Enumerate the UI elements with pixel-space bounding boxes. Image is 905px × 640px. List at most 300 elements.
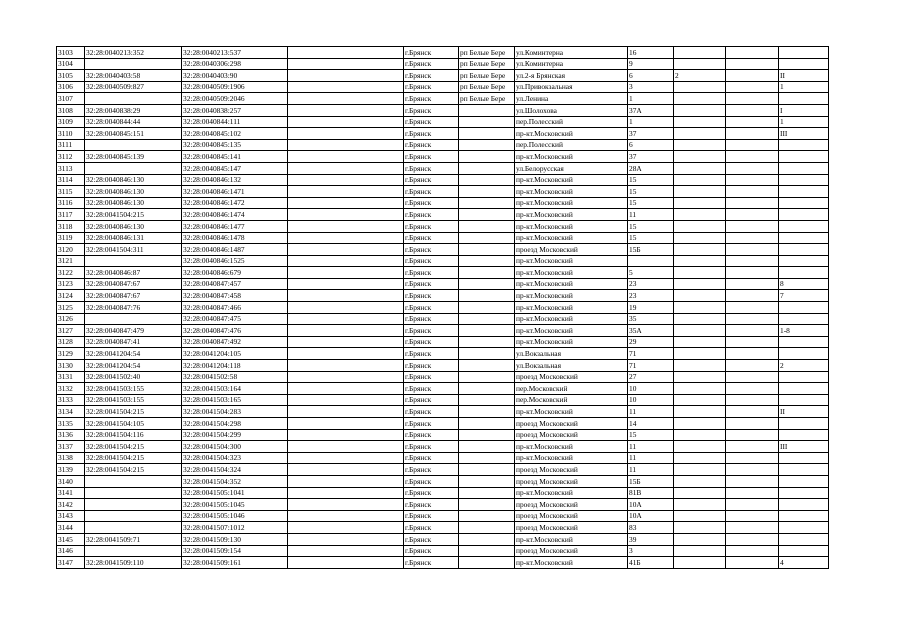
- cell-block: [726, 128, 779, 140]
- table-row: [57, 302, 829, 314]
- cell-building: [674, 371, 726, 383]
- cell-block: [726, 139, 779, 151]
- cell-street: пер.Московский: [515, 394, 628, 406]
- table-row: [57, 383, 829, 395]
- cell-street: пр-кт.Московский: [515, 128, 628, 140]
- cell-settlement: [459, 348, 515, 360]
- cell-row-number: 3143: [57, 510, 85, 522]
- cell-city: г.Брянск: [404, 197, 459, 209]
- cell-settlement: [459, 128, 515, 140]
- cell-city: г.Брянск: [404, 255, 459, 267]
- cell-premises: [779, 394, 829, 406]
- cell-land-cadastral-number: [85, 487, 182, 499]
- cell-street: пр-кт.Московский: [515, 313, 628, 325]
- cell-settlement: [459, 162, 515, 174]
- cell-block: [726, 162, 779, 174]
- cell-street: пр-кт.Московский: [515, 174, 628, 186]
- cell-settlement: [459, 325, 515, 337]
- cell-block: [726, 475, 779, 487]
- cell-premises: II: [779, 70, 829, 82]
- cell-city: г.Брянск: [404, 302, 459, 314]
- cell-settlement: [459, 464, 515, 476]
- cell-street: пр-кт.Московский: [515, 441, 628, 453]
- cell-block: [726, 499, 779, 511]
- cell-blank-column: [288, 394, 404, 406]
- cell-building: [674, 47, 726, 59]
- cell-settlement: [459, 360, 515, 372]
- cell-row-number: 3145: [57, 533, 85, 545]
- table-row: [57, 371, 829, 383]
- cell-blank-column: [288, 93, 404, 105]
- table-row: [57, 510, 829, 522]
- cell-blank-column: [288, 499, 404, 511]
- cell-object-cadastral-number: 32:28:0041204:105: [182, 348, 288, 360]
- cell-blank-column: [288, 116, 404, 128]
- cell-building: [674, 128, 726, 140]
- cell-settlement: [459, 174, 515, 186]
- cell-land-cadastral-number: [85, 58, 182, 70]
- cell-city: г.Брянск: [404, 371, 459, 383]
- cell-row-number: 3141: [57, 487, 85, 499]
- cell-block: [726, 58, 779, 70]
- table-row: [57, 81, 829, 93]
- cell-object-cadastral-number: 32:28:0041504:352: [182, 475, 288, 487]
- cell-block: [726, 186, 779, 198]
- cell-land-cadastral-number: [85, 255, 182, 267]
- cell-building: [674, 499, 726, 511]
- cell-premises: [779, 58, 829, 70]
- cell-premises: 1: [779, 116, 829, 128]
- cell-premises: [779, 475, 829, 487]
- cell-land-cadastral-number: 32:28:0040847:76: [85, 302, 182, 314]
- cell-blank-column: [288, 545, 404, 557]
- cell-blank-column: [288, 557, 404, 569]
- cell-block: [726, 418, 779, 430]
- cell-premises: [779, 464, 829, 476]
- registry-table: [56, 46, 829, 569]
- cell-street: ул.Коминтерна: [515, 58, 628, 70]
- cell-blank-column: [288, 186, 404, 198]
- cell-block: [726, 557, 779, 569]
- cell-settlement: [459, 197, 515, 209]
- cell-city: г.Брянск: [404, 452, 459, 464]
- cell-street: пр-кт.Московский: [515, 325, 628, 337]
- cell-land-cadastral-number: 32:28:0041504:105: [85, 418, 182, 430]
- cell-building: 2: [674, 70, 726, 82]
- cell-row-number: 3131: [57, 371, 85, 383]
- cell-land-cadastral-number: [85, 522, 182, 534]
- table-row: [57, 139, 829, 151]
- cell-row-number: 3120: [57, 244, 85, 256]
- cell-city: г.Брянск: [404, 348, 459, 360]
- cell-block: [726, 81, 779, 93]
- table-row: [57, 290, 829, 302]
- cell-object-cadastral-number: 32:28:0041505:1041: [182, 487, 288, 499]
- cell-block: [726, 209, 779, 221]
- cell-object-cadastral-number: 32:28:0040845:141: [182, 151, 288, 163]
- cell-street: пр-кт.Московский: [515, 255, 628, 267]
- cell-building: [674, 487, 726, 499]
- cell-premises: [779, 313, 829, 325]
- cell-row-number: 3106: [57, 81, 85, 93]
- cell-building: [674, 220, 726, 232]
- cell-building: [674, 244, 726, 256]
- cell-street: пр-кт.Московский: [515, 267, 628, 279]
- cell-house-number: 11: [628, 209, 674, 221]
- cell-land-cadastral-number: [85, 510, 182, 522]
- cell-row-number: 3124: [57, 290, 85, 302]
- table-row: [57, 128, 829, 140]
- cell-block: [726, 348, 779, 360]
- cell-block: [726, 255, 779, 267]
- cell-land-cadastral-number: 32:28:0041504:215: [85, 406, 182, 418]
- cell-block: [726, 406, 779, 418]
- cell-premises: [779, 533, 829, 545]
- table-row: [57, 244, 829, 256]
- cell-city: г.Брянск: [404, 313, 459, 325]
- cell-land-cadastral-number: 32:28:0041504:215: [85, 441, 182, 453]
- cell-street: ул.Коминтерна: [515, 47, 628, 59]
- cell-object-cadastral-number: 32:28:0041503:165: [182, 394, 288, 406]
- cell-house-number: 15: [628, 429, 674, 441]
- cell-premises: [779, 522, 829, 534]
- cell-object-cadastral-number: 32:28:0041509:161: [182, 557, 288, 569]
- cell-city: г.Брянск: [404, 522, 459, 534]
- cell-settlement: [459, 394, 515, 406]
- cell-row-number: 3105: [57, 70, 85, 82]
- cell-block: [726, 151, 779, 163]
- cell-land-cadastral-number: 32:28:0040509:827: [85, 81, 182, 93]
- table-row: [57, 325, 829, 337]
- cell-row-number: 3104: [57, 58, 85, 70]
- cell-building: [674, 58, 726, 70]
- cell-settlement: [459, 429, 515, 441]
- table-row: [57, 232, 829, 244]
- cell-street: пр-кт.Московский: [515, 186, 628, 198]
- cell-city: г.Брянск: [404, 475, 459, 487]
- cell-house-number: 39: [628, 533, 674, 545]
- cell-city: г.Брянск: [404, 81, 459, 93]
- cell-row-number: 3108: [57, 104, 85, 116]
- cell-house-number: 16: [628, 47, 674, 59]
- cell-block: [726, 47, 779, 59]
- cell-row-number: 3133: [57, 394, 85, 406]
- cell-city: г.Брянск: [404, 209, 459, 221]
- cell-blank-column: [288, 487, 404, 499]
- cell-city: г.Брянск: [404, 244, 459, 256]
- table-row: [57, 116, 829, 128]
- cell-street: проезд Московский: [515, 499, 628, 511]
- cell-house-number: 11: [628, 464, 674, 476]
- cell-object-cadastral-number: 32:28:0041504:283: [182, 406, 288, 418]
- cell-land-cadastral-number: 32:28:0040845:139: [85, 151, 182, 163]
- cell-land-cadastral-number: 32:28:0040846:130: [85, 186, 182, 198]
- cell-city: г.Брянск: [404, 545, 459, 557]
- cell-city: г.Брянск: [404, 441, 459, 453]
- cell-premises: [779, 302, 829, 314]
- cell-object-cadastral-number: 32:28:0040509:2046: [182, 93, 288, 105]
- cell-block: [726, 104, 779, 116]
- cell-house-number: 29: [628, 336, 674, 348]
- cell-block: [726, 278, 779, 290]
- cell-land-cadastral-number: 32:28:0040847:479: [85, 325, 182, 337]
- cell-building: [674, 267, 726, 279]
- cell-block: [726, 244, 779, 256]
- cell-building: [674, 116, 726, 128]
- cell-blank-column: [288, 452, 404, 464]
- table-row: [57, 70, 829, 82]
- cell-settlement: [459, 313, 515, 325]
- table-row: [57, 452, 829, 464]
- table-row: [57, 557, 829, 569]
- cell-building: [674, 475, 726, 487]
- cell-premises: [779, 429, 829, 441]
- cell-block: [726, 545, 779, 557]
- cell-city: г.Брянск: [404, 232, 459, 244]
- cell-object-cadastral-number: 32:28:0040846:132: [182, 174, 288, 186]
- cell-land-cadastral-number: 32:28:0041509:71: [85, 533, 182, 545]
- cell-city: г.Брянск: [404, 418, 459, 430]
- cell-row-number: 3126: [57, 313, 85, 325]
- cell-premises: 2: [779, 360, 829, 372]
- cell-street: ул.2-я Брянская: [515, 70, 628, 82]
- table-row: [57, 429, 829, 441]
- cell-settlement: [459, 220, 515, 232]
- cell-house-number: 3: [628, 545, 674, 557]
- cell-blank-column: [288, 418, 404, 430]
- cell-premises: II: [779, 406, 829, 418]
- cell-settlement: [459, 336, 515, 348]
- cell-house-number: 11: [628, 441, 674, 453]
- cell-blank-column: [288, 81, 404, 93]
- cell-street: проезд Московский: [515, 475, 628, 487]
- table-row: [57, 394, 829, 406]
- cell-blank-column: [288, 174, 404, 186]
- cell-land-cadastral-number: [85, 313, 182, 325]
- cell-block: [726, 197, 779, 209]
- cell-object-cadastral-number: 32:28:0040847:475: [182, 313, 288, 325]
- cell-object-cadastral-number: 32:28:0041505:1046: [182, 510, 288, 522]
- cell-land-cadastral-number: 32:28:0040846:130: [85, 197, 182, 209]
- cell-street: проезд Московский: [515, 545, 628, 557]
- cell-blank-column: [288, 162, 404, 174]
- cell-street: пр-кт.Московский: [515, 533, 628, 545]
- cell-premises: [779, 371, 829, 383]
- cell-city: г.Брянск: [404, 383, 459, 395]
- cell-settlement: рп Белые Бере: [459, 93, 515, 105]
- cell-city: г.Брянск: [404, 93, 459, 105]
- cell-house-number: 5: [628, 267, 674, 279]
- cell-blank-column: [288, 464, 404, 476]
- cell-city: г.Брянск: [404, 406, 459, 418]
- cell-block: [726, 267, 779, 279]
- cell-house-number: 14: [628, 418, 674, 430]
- cell-row-number: 3121: [57, 255, 85, 267]
- cell-row-number: 3109: [57, 116, 85, 128]
- cell-land-cadastral-number: 32:28:0040213:352: [85, 47, 182, 59]
- cell-blank-column: [288, 406, 404, 418]
- cell-city: г.Брянск: [404, 487, 459, 499]
- cell-settlement: [459, 232, 515, 244]
- cell-row-number: 3114: [57, 174, 85, 186]
- cell-block: [726, 360, 779, 372]
- cell-settlement: [459, 557, 515, 569]
- cell-street: ул.Привокзальная: [515, 81, 628, 93]
- cell-row-number: 3122: [57, 267, 85, 279]
- table-row: [57, 499, 829, 511]
- cell-street: проезд Московский: [515, 244, 628, 256]
- cell-city: г.Брянск: [404, 267, 459, 279]
- cell-land-cadastral-number: 32:28:0040846:130: [85, 174, 182, 186]
- table-row: [57, 464, 829, 476]
- cell-house-number: 3: [628, 81, 674, 93]
- cell-street: пр-кт.Московский: [515, 487, 628, 499]
- cell-object-cadastral-number: 32:28:0040847:476: [182, 325, 288, 337]
- cell-building: [674, 232, 726, 244]
- cell-city: г.Брянск: [404, 186, 459, 198]
- cell-city: г.Брянск: [404, 510, 459, 522]
- cell-row-number: 3115: [57, 186, 85, 198]
- table-row: [57, 487, 829, 499]
- cell-land-cadastral-number: 32:28:0041504:215: [85, 464, 182, 476]
- cell-row-number: 3139: [57, 464, 85, 476]
- cell-row-number: 3123: [57, 278, 85, 290]
- cell-blank-column: [288, 336, 404, 348]
- cell-settlement: [459, 244, 515, 256]
- cell-land-cadastral-number: 32:28:0040846:131: [85, 232, 182, 244]
- cell-building: [674, 104, 726, 116]
- cell-settlement: [459, 452, 515, 464]
- cell-building: [674, 255, 726, 267]
- table-row: [57, 58, 829, 70]
- cell-object-cadastral-number: 32:28:0040213:537: [182, 47, 288, 59]
- cell-premises: 4: [779, 557, 829, 569]
- cell-row-number: 3140: [57, 475, 85, 487]
- cell-settlement: [459, 441, 515, 453]
- cell-blank-column: [288, 267, 404, 279]
- cell-street: проезд Московский: [515, 371, 628, 383]
- cell-house-number: 6: [628, 139, 674, 151]
- cell-premises: [779, 255, 829, 267]
- cell-premises: [779, 348, 829, 360]
- cell-settlement: [459, 116, 515, 128]
- cell-city: г.Брянск: [404, 70, 459, 82]
- cell-land-cadastral-number: 32:28:0041204:54: [85, 360, 182, 372]
- cell-object-cadastral-number: 32:28:0040509:1906: [182, 81, 288, 93]
- cell-building: [674, 464, 726, 476]
- cell-building: [674, 93, 726, 105]
- cell-object-cadastral-number: 32:28:0041505:1045: [182, 499, 288, 511]
- cell-building: [674, 151, 726, 163]
- cell-premises: [779, 209, 829, 221]
- cell-object-cadastral-number: 32:28:0040846:1471: [182, 186, 288, 198]
- cell-house-number: 37А: [628, 104, 674, 116]
- cell-premises: III: [779, 128, 829, 140]
- cell-street: пр-кт.Московский: [515, 290, 628, 302]
- cell-block: [726, 174, 779, 186]
- cell-blank-column: [288, 441, 404, 453]
- cell-land-cadastral-number: 32:28:0041504:311: [85, 244, 182, 256]
- cell-row-number: 3111: [57, 139, 85, 151]
- cell-house-number: 15Б: [628, 244, 674, 256]
- cell-premises: [779, 545, 829, 557]
- cell-settlement: рп Белые Бере: [459, 58, 515, 70]
- cell-city: г.Брянск: [404, 557, 459, 569]
- cell-blank-column: [288, 302, 404, 314]
- cell-building: [674, 209, 726, 221]
- cell-settlement: [459, 104, 515, 116]
- cell-blank-column: [288, 58, 404, 70]
- cell-blank-column: [288, 278, 404, 290]
- cell-object-cadastral-number: 32:28:0040846:1472: [182, 197, 288, 209]
- cell-land-cadastral-number: [85, 139, 182, 151]
- cell-settlement: [459, 487, 515, 499]
- cell-blank-column: [288, 151, 404, 163]
- cell-blank-column: [288, 232, 404, 244]
- cell-building: [674, 81, 726, 93]
- cell-settlement: рп Белые Бере: [459, 47, 515, 59]
- cell-object-cadastral-number: 32:28:0041504:300: [182, 441, 288, 453]
- cell-block: [726, 232, 779, 244]
- cell-premises: [779, 499, 829, 511]
- cell-premises: 7: [779, 290, 829, 302]
- cell-premises: [779, 418, 829, 430]
- cell-house-number: 10А: [628, 499, 674, 511]
- cell-house-number: 28А: [628, 162, 674, 174]
- table-row: [57, 151, 829, 163]
- cell-blank-column: [288, 533, 404, 545]
- cell-street: проезд Московский: [515, 429, 628, 441]
- cell-row-number: 3103: [57, 47, 85, 59]
- cell-block: [726, 510, 779, 522]
- cell-city: г.Брянск: [404, 128, 459, 140]
- cell-blank-column: [288, 209, 404, 221]
- cell-city: г.Брянск: [404, 336, 459, 348]
- cell-block: [726, 394, 779, 406]
- cell-blank-column: [288, 47, 404, 59]
- cell-city: г.Брянск: [404, 220, 459, 232]
- cell-premises: 1-8: [779, 325, 829, 337]
- cell-house-number: 11: [628, 406, 674, 418]
- cell-row-number: 3127: [57, 325, 85, 337]
- cell-premises: [779, 487, 829, 499]
- table-row: [57, 93, 829, 105]
- cell-block: [726, 533, 779, 545]
- table-row: [57, 418, 829, 430]
- cell-object-cadastral-number: 32:28:0041504:323: [182, 452, 288, 464]
- cell-premises: [779, 452, 829, 464]
- cell-row-number: 3132: [57, 383, 85, 395]
- cell-house-number: 9: [628, 58, 674, 70]
- cell-city: г.Брянск: [404, 278, 459, 290]
- table-row: [57, 278, 829, 290]
- cell-block: [726, 452, 779, 464]
- cell-land-cadastral-number: 32:28:0040403:58: [85, 70, 182, 82]
- cell-land-cadastral-number: 32:28:0041509:110: [85, 557, 182, 569]
- table-row: [57, 522, 829, 534]
- cell-settlement: [459, 533, 515, 545]
- cell-city: г.Брянск: [404, 174, 459, 186]
- cell-city: г.Брянск: [404, 290, 459, 302]
- cell-blank-column: [288, 128, 404, 140]
- cell-block: [726, 313, 779, 325]
- cell-row-number: 3112: [57, 151, 85, 163]
- cell-block: [726, 487, 779, 499]
- cell-row-number: 3113: [57, 162, 85, 174]
- cell-row-number: 3129: [57, 348, 85, 360]
- cell-city: г.Брянск: [404, 58, 459, 70]
- cell-building: [674, 174, 726, 186]
